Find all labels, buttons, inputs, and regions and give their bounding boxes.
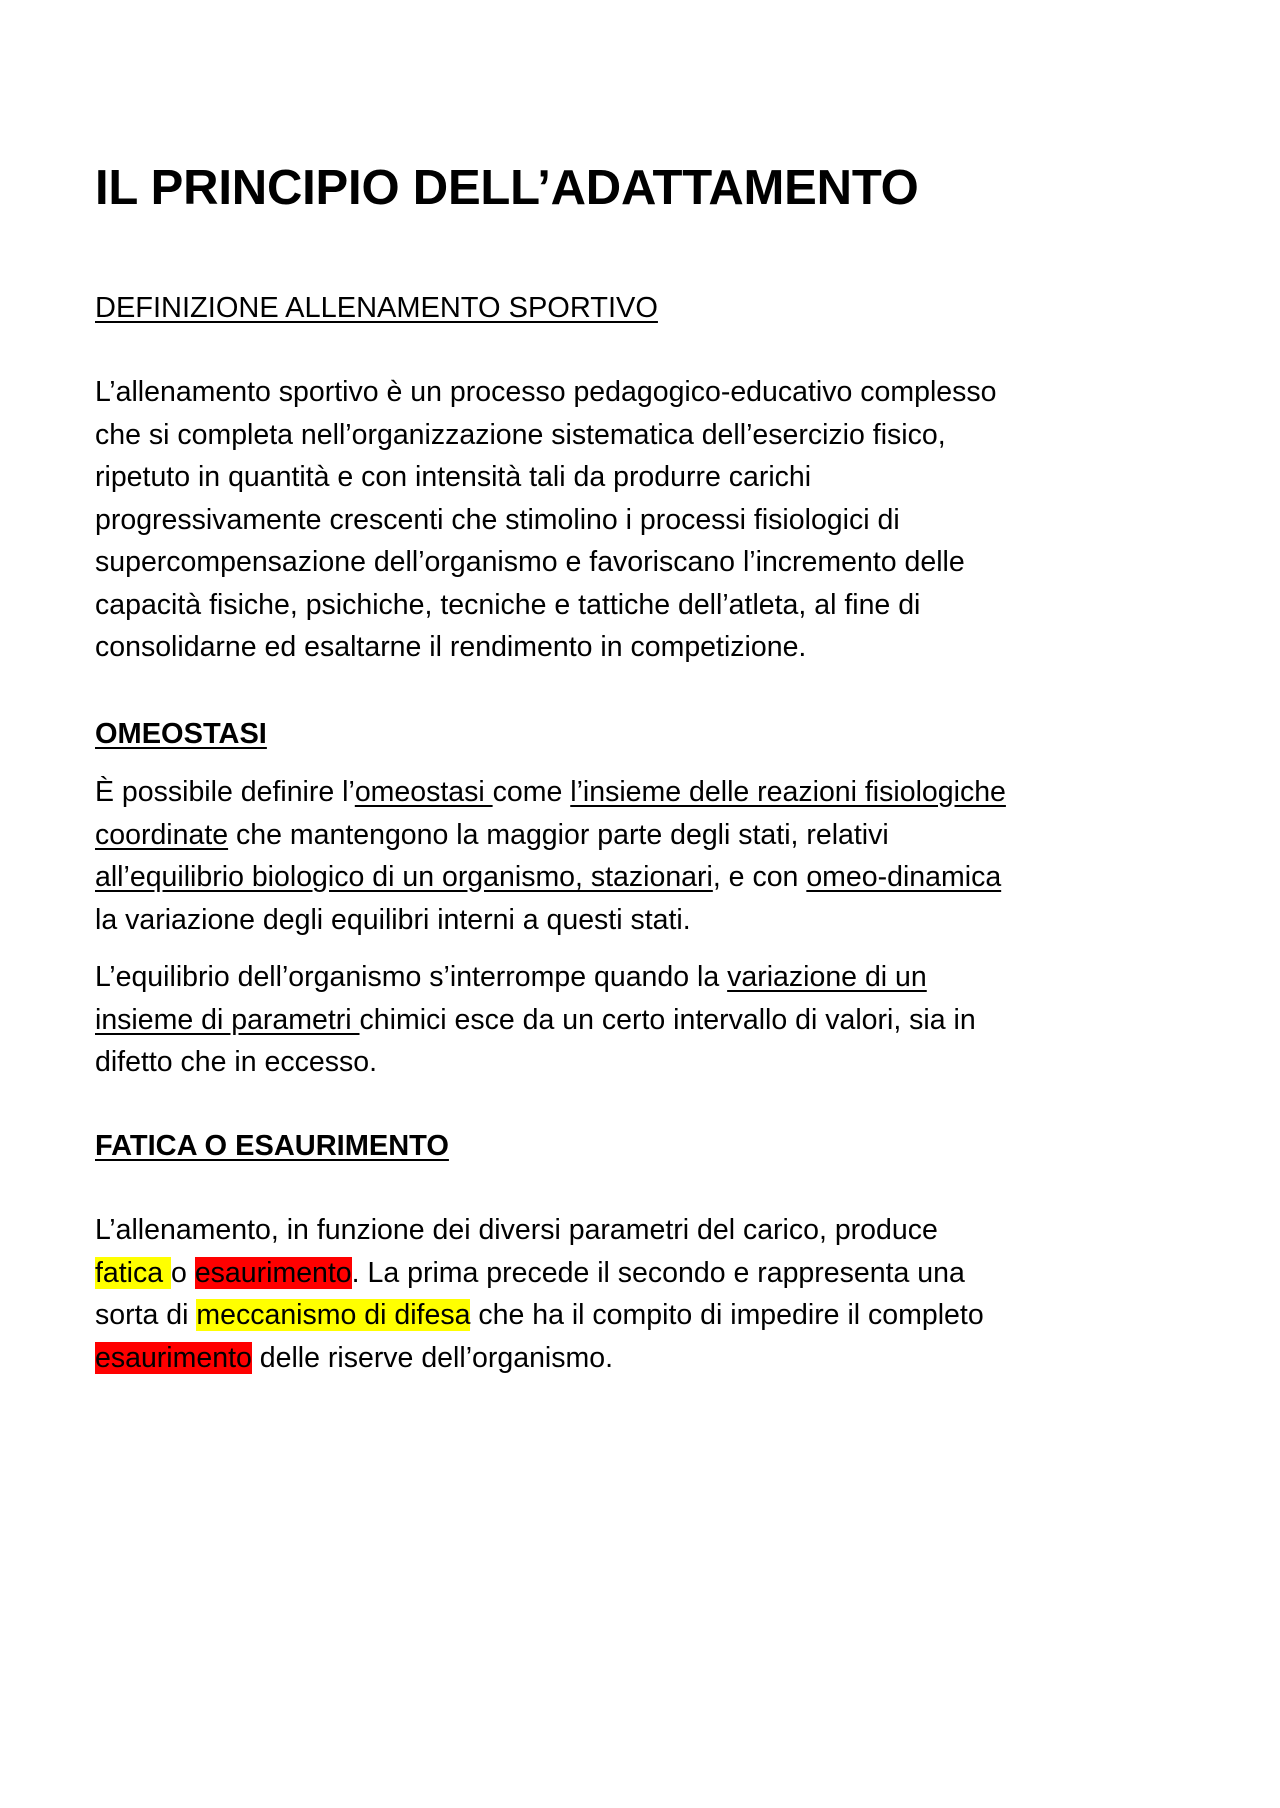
text-line xyxy=(95,814,1155,857)
document-title: IL PRINCIPIO DELL’ADATTAMENTO xyxy=(95,161,919,215)
text-run: L’equilibrio dell’organismo s’interrompe quando la xyxy=(95,961,728,993)
section-heading-definizione: DEFINIZIONE ALLENAMENTO SPORTIVO xyxy=(95,292,658,324)
text-line: supercompensazione dell’organismo e favoriscano l’incremento delle xyxy=(95,546,965,578)
text-line: consolidarne ed esaltarne il rendimento in competizione. xyxy=(95,631,807,663)
text-line xyxy=(95,771,1155,814)
underlined-term: variazione di un xyxy=(727,961,927,993)
text-line: L’allenamento, in funzione dei diversi parametri del carico, produce xyxy=(95,1214,938,1246)
underlined-term: omeo-dinamica xyxy=(806,861,1002,893)
text-run: o xyxy=(171,1256,195,1289)
paragraph-fatica xyxy=(95,1209,1155,1379)
text-run: che mantengono la maggior parte degli stati, relativi xyxy=(228,818,889,851)
highlight-yellow: meccanismo di difesa xyxy=(196,1299,471,1331)
text-run: , e con xyxy=(712,861,807,893)
highlight-yellow: fatica xyxy=(95,1256,172,1289)
underlined-term: all’equilibrio biologico di un organismo, stazionari xyxy=(95,861,713,893)
paragraph-definizione xyxy=(95,371,1155,669)
text-line xyxy=(95,956,1155,999)
highlight-red: esaurimento xyxy=(194,1256,352,1289)
text-line: L’allenamento sportivo è un processo pedagogico-educativo complesso xyxy=(95,376,997,408)
paragraph-omeostasi-2 xyxy=(95,956,1155,1084)
text-run: come xyxy=(492,776,571,808)
text-line: capacità fisiche, psichiche, tecniche e tattiche dell’atleta, al fine di xyxy=(95,588,921,621)
text-run: delle riserve dell’organismo. xyxy=(251,1341,614,1374)
text-line: che si completa nell’organizzazione sistematica dell’esercizio fisico, xyxy=(95,418,946,451)
text-line: progressivamente crescenti che stimolino i processi fisiologici di xyxy=(95,503,900,536)
paragraph-omeostasi-1 xyxy=(95,771,1155,941)
underlined-term: omeostasi xyxy=(354,776,493,808)
section-heading-omeostasi: OMEOSTASI xyxy=(95,718,267,750)
underlined-term: l’insieme delle reazioni fisiologiche xyxy=(570,776,1006,808)
underlined-term: coordinate xyxy=(95,818,229,851)
highlight-red: esaurimento xyxy=(95,1341,252,1374)
text-line: la variazione degli equilibri interni a questi stati. xyxy=(95,903,691,936)
text-line xyxy=(95,1294,1155,1337)
text-run: È possibile definire l’ xyxy=(95,776,355,808)
section-heading-fatica: FATICA O ESAURIMENTO xyxy=(95,1130,449,1162)
underlined-term: insieme di parametri xyxy=(95,1003,360,1036)
text-line: difetto che in eccesso. xyxy=(95,1046,377,1078)
text-run: che ha il compito di impedire il completo xyxy=(470,1299,984,1331)
text-run: . La prima precede il secondo e rappresenta una xyxy=(351,1256,965,1289)
text-line: ripetuto in quantità e con intensità tali da produrre carichi xyxy=(95,461,812,493)
text-run: sorta di xyxy=(95,1299,197,1331)
text-line xyxy=(95,999,1155,1042)
text-run: chimici esce da un certo intervallo di valori, sia in xyxy=(359,1003,976,1036)
text-line xyxy=(95,1252,1155,1295)
text-line xyxy=(95,856,1155,899)
text-line xyxy=(95,1337,1155,1380)
